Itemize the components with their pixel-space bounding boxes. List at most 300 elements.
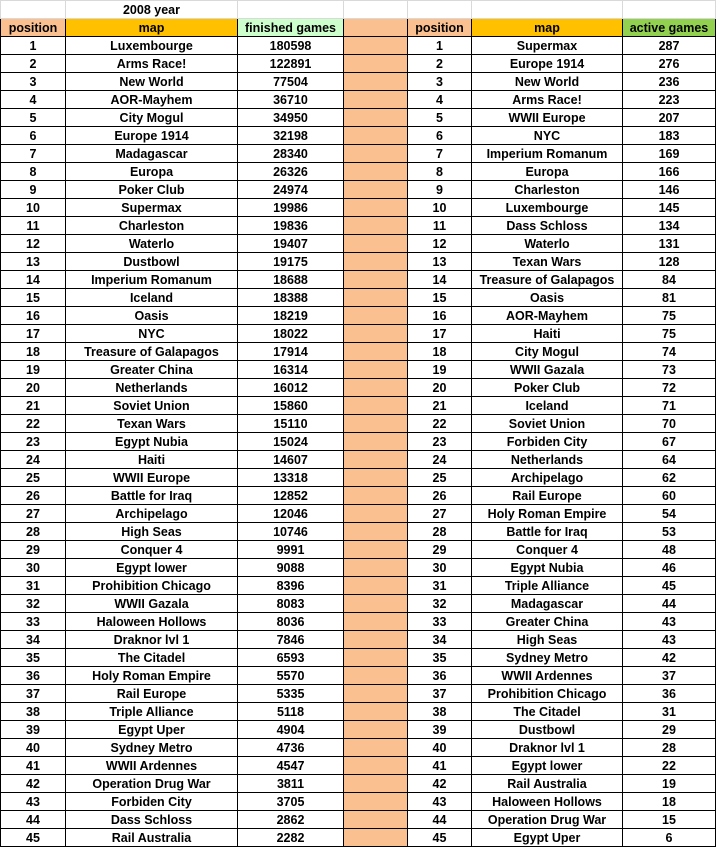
finished-position-cell[interactable]: 35: [1, 649, 66, 667]
active-position-cell[interactable]: 24: [408, 451, 472, 469]
finished-games-cell[interactable]: 18688: [238, 271, 344, 289]
active-position-cell[interactable]: 30: [408, 559, 472, 577]
active-position-cell[interactable]: 5: [408, 109, 472, 127]
active-map-cell[interactable]: City Mogul: [472, 343, 623, 361]
active-games-cell[interactable]: 46: [623, 559, 716, 577]
active-position-cell[interactable]: 16: [408, 307, 472, 325]
active-map-cell[interactable]: Iceland: [472, 397, 623, 415]
finished-position-cell[interactable]: 5: [1, 109, 66, 127]
active-games-cell[interactable]: 45: [623, 577, 716, 595]
active-position-cell[interactable]: 33: [408, 613, 472, 631]
finished-games-cell[interactable]: 180598: [238, 37, 344, 55]
title-blank-cell[interactable]: [472, 1, 623, 19]
finished-position-cell[interactable]: 2: [1, 55, 66, 73]
table-row: [1, 145, 716, 163]
table-row: [1, 649, 716, 667]
finished-games-cell[interactable]: 12852: [238, 487, 344, 505]
finished-position-cell[interactable]: 8: [1, 163, 66, 181]
active-position-cell[interactable]: 23: [408, 433, 472, 451]
active-map-cell[interactable]: Texan Wars: [472, 253, 623, 271]
active-games-cell[interactable]: 64: [623, 451, 716, 469]
finished-games-cell[interactable]: 12046: [238, 505, 344, 523]
finished-position-cell[interactable]: 29: [1, 541, 66, 559]
active-map-cell[interactable]: Poker Club: [472, 379, 623, 397]
active-position-cell[interactable]: 42: [408, 775, 472, 793]
active-position-cell[interactable]: 4: [408, 91, 472, 109]
active-map-cell[interactable]: Egypt Uper: [472, 829, 623, 847]
finished-position-cell[interactable]: 43: [1, 793, 66, 811]
finished-map-cell[interactable]: Rail Australia: [66, 829, 238, 847]
active-map-header[interactable]: map: [472, 19, 623, 37]
active-position-cell[interactable]: 18: [408, 343, 472, 361]
active-games-cell[interactable]: 43: [623, 613, 716, 631]
active-position-cell[interactable]: 32: [408, 595, 472, 613]
active-map-cell[interactable]: Prohibition Chicago: [472, 685, 623, 703]
finished-games-cell[interactable]: 15110: [238, 415, 344, 433]
active-games-cell[interactable]: 223: [623, 91, 716, 109]
active-map-cell[interactable]: Waterlo: [472, 235, 623, 253]
active-position-cell[interactable]: 11: [408, 217, 472, 235]
finished-position-cell[interactable]: 28: [1, 523, 66, 541]
finished-map-cell[interactable]: The Citadel: [66, 649, 238, 667]
active-map-cell[interactable]: Triple Alliance: [472, 577, 623, 595]
table-row: [1, 505, 716, 523]
active-position-cell[interactable]: 35: [408, 649, 472, 667]
active-position-cell[interactable]: 22: [408, 415, 472, 433]
active-map-cell[interactable]: The Citadel: [472, 703, 623, 721]
finished-position-cell[interactable]: 26: [1, 487, 66, 505]
finished-games-cell[interactable]: 34950: [238, 109, 344, 127]
separator-cell: [344, 325, 408, 343]
active-games-cell[interactable]: 31: [623, 703, 716, 721]
active-map-cell[interactable]: WWII Europe: [472, 109, 623, 127]
active-position-cell[interactable]: 37: [408, 685, 472, 703]
active-games-cell[interactable]: 73: [623, 361, 716, 379]
table-row: [1, 559, 716, 577]
finished-map-cell[interactable]: Greater China: [66, 361, 238, 379]
finished-map-cell[interactable]: Oasis: [66, 307, 238, 325]
active-map-cell[interactable]: Dass Schloss: [472, 217, 623, 235]
title-blank-cell[interactable]: [238, 1, 344, 19]
active-position-cell[interactable]: 25: [408, 469, 472, 487]
finished-games-cell[interactable]: 18388: [238, 289, 344, 307]
finished-position-cell[interactable]: 22: [1, 415, 66, 433]
finished-map-cell[interactable]: Arms Race!: [66, 55, 238, 73]
finished-map-cell[interactable]: Texan Wars: [66, 415, 238, 433]
title-blank-cell[interactable]: [623, 1, 716, 19]
finished-games-cell[interactable]: 15860: [238, 397, 344, 415]
active-map-cell[interactable]: Draknor lvl 1: [472, 739, 623, 757]
finished-position-cell[interactable]: 40: [1, 739, 66, 757]
active-map-cell[interactable]: Sydney Metro: [472, 649, 623, 667]
active-games-cell[interactable]: 19: [623, 775, 716, 793]
finished-map-cell[interactable]: WWII Ardennes: [66, 757, 238, 775]
finished-position-cell[interactable]: 13: [1, 253, 66, 271]
active-map-cell[interactable]: WWII Ardennes: [472, 667, 623, 685]
finished-position-cell[interactable]: 32: [1, 595, 66, 613]
active-position-cell[interactable]: 45: [408, 829, 472, 847]
active-games-cell[interactable]: 29: [623, 721, 716, 739]
finished-games-cell[interactable]: 8396: [238, 577, 344, 595]
finished-games-cell[interactable]: 19175: [238, 253, 344, 271]
active-map-cell[interactable]: Rail Europe: [472, 487, 623, 505]
finished-games-cell[interactable]: 77504: [238, 73, 344, 91]
active-map-cell[interactable]: AOR-Mayhem: [472, 307, 623, 325]
active-position-cell[interactable]: 3: [408, 73, 472, 91]
active-games-cell[interactable]: 60: [623, 487, 716, 505]
active-position-header[interactable]: position: [408, 19, 472, 37]
finished-map-cell[interactable]: Luxembourge: [66, 37, 238, 55]
finished-games-cell[interactable]: 24974: [238, 181, 344, 199]
finished-position-cell[interactable]: 37: [1, 685, 66, 703]
active-games-cell[interactable]: 207: [623, 109, 716, 127]
finished-games-cell[interactable]: 5118: [238, 703, 344, 721]
active-games-cell[interactable]: 62: [623, 469, 716, 487]
active-position-cell[interactable]: 15: [408, 289, 472, 307]
active-games-cell[interactable]: 183: [623, 127, 716, 145]
finished-games-cell[interactable]: 4736: [238, 739, 344, 757]
active-map-cell[interactable]: Operation Drug War: [472, 811, 623, 829]
finished-map-cell[interactable]: WWII Europe: [66, 469, 238, 487]
active-games-cell[interactable]: 276: [623, 55, 716, 73]
finished-games-cell[interactable]: 32198: [238, 127, 344, 145]
finished-games-cell[interactable]: 6593: [238, 649, 344, 667]
active-map-cell[interactable]: Forbiden City: [472, 433, 623, 451]
finished-position-cell[interactable]: 42: [1, 775, 66, 793]
active-games-cell[interactable]: 15: [623, 811, 716, 829]
finished-position-cell[interactable]: 18: [1, 343, 66, 361]
active-position-cell[interactable]: 10: [408, 199, 472, 217]
finished-position-cell[interactable]: 14: [1, 271, 66, 289]
active-position-cell[interactable]: 13: [408, 253, 472, 271]
finished-position-cell[interactable]: 33: [1, 613, 66, 631]
finished-position-cell[interactable]: 12: [1, 235, 66, 253]
active-position-cell[interactable]: 44: [408, 811, 472, 829]
finished-position-cell[interactable]: 45: [1, 829, 66, 847]
finished-position-cell[interactable]: 39: [1, 721, 66, 739]
active-position-cell[interactable]: 21: [408, 397, 472, 415]
finished-position-cell[interactable]: 21: [1, 397, 66, 415]
active-games-cell[interactable]: 72: [623, 379, 716, 397]
finished-map-cell[interactable]: Draknor lvl 1: [66, 631, 238, 649]
finished-map-cell[interactable]: Europe 1914: [66, 127, 238, 145]
table-row: [1, 631, 716, 649]
active-games-header[interactable]: active games: [623, 19, 716, 37]
finished-map-cell[interactable]: Dass Schloss: [66, 811, 238, 829]
year-title[interactable]: 2008 year: [66, 1, 238, 19]
active-games-cell[interactable]: 145: [623, 199, 716, 217]
active-map-cell[interactable]: Dustbowl: [472, 721, 623, 739]
active-position-cell[interactable]: 27: [408, 505, 472, 523]
finished-map-cell[interactable]: Sydney Metro: [66, 739, 238, 757]
finished-map-cell[interactable]: High Seas: [66, 523, 238, 541]
finished-map-cell[interactable]: Egypt Uper: [66, 721, 238, 739]
finished-games-cell[interactable]: 16314: [238, 361, 344, 379]
finished-map-cell[interactable]: Charleston: [66, 217, 238, 235]
finished-position-cell[interactable]: 20: [1, 379, 66, 397]
finished-map-header[interactable]: map: [66, 19, 238, 37]
finished-games-cell[interactable]: 9991: [238, 541, 344, 559]
finished-position-cell[interactable]: 36: [1, 667, 66, 685]
active-games-cell[interactable]: 43: [623, 631, 716, 649]
finished-games-cell[interactable]: 9088: [238, 559, 344, 577]
finished-games-cell[interactable]: 19836: [238, 217, 344, 235]
active-games-cell[interactable]: 75: [623, 325, 716, 343]
active-position-cell[interactable]: 26: [408, 487, 472, 505]
finished-position-cell[interactable]: 3: [1, 73, 66, 91]
active-position-cell[interactable]: 28: [408, 523, 472, 541]
active-games-cell[interactable]: 22: [623, 757, 716, 775]
active-position-cell[interactable]: 12: [408, 235, 472, 253]
active-map-cell[interactable]: Holy Roman Empire: [472, 505, 623, 523]
active-position-cell[interactable]: 40: [408, 739, 472, 757]
active-position-cell[interactable]: 39: [408, 721, 472, 739]
finished-position-cell[interactable]: 31: [1, 577, 66, 595]
active-map-cell[interactable]: Luxembourge: [472, 199, 623, 217]
finished-map-cell[interactable]: Egypt Nubia: [66, 433, 238, 451]
finished-map-cell[interactable]: Haiti: [66, 451, 238, 469]
active-map-cell[interactable]: Conquer 4: [472, 541, 623, 559]
finished-games-cell[interactable]: 7846: [238, 631, 344, 649]
finished-map-cell[interactable]: Haloween Hollows: [66, 613, 238, 631]
table-row: [1, 541, 716, 559]
finished-games-cell[interactable]: 5335: [238, 685, 344, 703]
active-games-cell[interactable]: 71: [623, 397, 716, 415]
finished-games-cell[interactable]: 3705: [238, 793, 344, 811]
finished-map-cell[interactable]: Triple Alliance: [66, 703, 238, 721]
table-row: [1, 271, 716, 289]
finished-position-cell[interactable]: 11: [1, 217, 66, 235]
active-map-cell[interactable]: Rail Australia: [472, 775, 623, 793]
finished-map-cell[interactable]: Egypt lower: [66, 559, 238, 577]
active-position-cell[interactable]: 1: [408, 37, 472, 55]
separator-cell: [344, 379, 408, 397]
finished-map-cell[interactable]: Poker Club: [66, 181, 238, 199]
finished-map-cell[interactable]: Netherlands: [66, 379, 238, 397]
active-map-cell[interactable]: Arms Race!: [472, 91, 623, 109]
active-games-cell[interactable]: 37: [623, 667, 716, 685]
active-position-cell[interactable]: 8: [408, 163, 472, 181]
active-map-cell[interactable]: Egypt Nubia: [472, 559, 623, 577]
active-games-cell[interactable]: 42: [623, 649, 716, 667]
separator-cell: [344, 811, 408, 829]
finished-games-cell[interactable]: 26326: [238, 163, 344, 181]
finished-map-cell[interactable]: Holy Roman Empire: [66, 667, 238, 685]
active-map-cell[interactable]: Archipelago: [472, 469, 623, 487]
finished-games-cell[interactable]: 15024: [238, 433, 344, 451]
active-map-cell[interactable]: Treasure of Galapagos: [472, 271, 623, 289]
finished-position-cell[interactable]: 17: [1, 325, 66, 343]
finished-games-cell[interactable]: 17914: [238, 343, 344, 361]
finished-map-cell[interactable]: Madagascar: [66, 145, 238, 163]
finished-position-cell[interactable]: 6: [1, 127, 66, 145]
finished-games-cell[interactable]: 2282: [238, 829, 344, 847]
active-games-cell[interactable]: 84: [623, 271, 716, 289]
finished-position-cell[interactable]: 4: [1, 91, 66, 109]
active-games-cell[interactable]: 6: [623, 829, 716, 847]
active-position-cell[interactable]: 36: [408, 667, 472, 685]
active-map-cell[interactable]: Madagascar: [472, 595, 623, 613]
active-position-cell[interactable]: 31: [408, 577, 472, 595]
active-games-cell[interactable]: 236: [623, 73, 716, 91]
finished-games-cell[interactable]: 8036: [238, 613, 344, 631]
finished-map-cell[interactable]: New World: [66, 73, 238, 91]
finished-games-cell[interactable]: 13318: [238, 469, 344, 487]
finished-position-cell[interactable]: 41: [1, 757, 66, 775]
active-position-cell[interactable]: 38: [408, 703, 472, 721]
active-games-cell[interactable]: 74: [623, 343, 716, 361]
active-map-cell[interactable]: Oasis: [472, 289, 623, 307]
active-games-cell[interactable]: 169: [623, 145, 716, 163]
title-blank-cell[interactable]: [1, 1, 66, 19]
finished-map-cell[interactable]: Operation Drug War: [66, 775, 238, 793]
finished-map-cell[interactable]: Waterlo: [66, 235, 238, 253]
active-games-cell[interactable]: 36: [623, 685, 716, 703]
finished-position-cell[interactable]: 24: [1, 451, 66, 469]
active-map-cell[interactable]: Charleston: [472, 181, 623, 199]
active-map-cell[interactable]: Europa: [472, 163, 623, 181]
finished-map-cell[interactable]: City Mogul: [66, 109, 238, 127]
active-games-cell[interactable]: 134: [623, 217, 716, 235]
active-games-cell[interactable]: 70: [623, 415, 716, 433]
active-games-cell[interactable]: 75: [623, 307, 716, 325]
finished-position-cell[interactable]: 7: [1, 145, 66, 163]
finished-position-cell[interactable]: 9: [1, 181, 66, 199]
finished-map-cell[interactable]: WWII Gazala: [66, 595, 238, 613]
active-games-cell[interactable]: 67: [623, 433, 716, 451]
active-position-cell[interactable]: 6: [408, 127, 472, 145]
active-games-cell[interactable]: 48: [623, 541, 716, 559]
active-map-cell[interactable]: Supermax: [472, 37, 623, 55]
finished-map-cell[interactable]: NYC: [66, 325, 238, 343]
active-games-cell[interactable]: 81: [623, 289, 716, 307]
active-map-cell[interactable]: New World: [472, 73, 623, 91]
finished-position-cell[interactable]: 16: [1, 307, 66, 325]
active-map-cell[interactable]: Imperium Romanum: [472, 145, 623, 163]
active-position-cell[interactable]: 34: [408, 631, 472, 649]
active-map-cell[interactable]: Haiti: [472, 325, 623, 343]
finished-map-cell[interactable]: Treasure of Galapagos: [66, 343, 238, 361]
active-games-cell[interactable]: 18: [623, 793, 716, 811]
active-map-cell[interactable]: Egypt lower: [472, 757, 623, 775]
active-map-cell[interactable]: High Seas: [472, 631, 623, 649]
finished-map-cell[interactable]: Europa: [66, 163, 238, 181]
finished-position-cell[interactable]: 23: [1, 433, 66, 451]
finished-position-cell[interactable]: 15: [1, 289, 66, 307]
active-games-cell[interactable]: 53: [623, 523, 716, 541]
active-map-cell[interactable]: Haloween Hollows: [472, 793, 623, 811]
finished-games-cell[interactable]: 28340: [238, 145, 344, 163]
table-row: [1, 703, 716, 721]
finished-games-cell[interactable]: 8083: [238, 595, 344, 613]
finished-games-cell[interactable]: 4547: [238, 757, 344, 775]
finished-games-cell[interactable]: 3811: [238, 775, 344, 793]
active-games-cell[interactable]: 146: [623, 181, 716, 199]
finished-map-cell[interactable]: Archipelago: [66, 505, 238, 523]
finished-map-cell[interactable]: Battle for Iraq: [66, 487, 238, 505]
active-map-cell[interactable]: Soviet Union: [472, 415, 623, 433]
finished-position-cell[interactable]: 25: [1, 469, 66, 487]
finished-games-cell[interactable]: 18219: [238, 307, 344, 325]
finished-games-cell[interactable]: 2862: [238, 811, 344, 829]
active-position-cell[interactable]: 20: [408, 379, 472, 397]
separator-cell: [344, 559, 408, 577]
finished-games-header[interactable]: finished games: [238, 19, 344, 37]
active-position-cell[interactable]: 2: [408, 55, 472, 73]
finished-map-cell[interactable]: Soviet Union: [66, 397, 238, 415]
active-map-cell[interactable]: Europe 1914: [472, 55, 623, 73]
title-blank-cell[interactable]: [344, 1, 408, 19]
finished-games-cell[interactable]: 19986: [238, 199, 344, 217]
active-position-cell[interactable]: 43: [408, 793, 472, 811]
separator-cell: [344, 253, 408, 271]
finished-map-cell[interactable]: Supermax: [66, 199, 238, 217]
active-position-cell[interactable]: 14: [408, 271, 472, 289]
separator-cell: [344, 199, 408, 217]
finished-position-cell[interactable]: 30: [1, 559, 66, 577]
finished-map-cell[interactable]: Iceland: [66, 289, 238, 307]
active-map-cell[interactable]: WWII Gazala: [472, 361, 623, 379]
active-position-cell[interactable]: 19: [408, 361, 472, 379]
separator-cell: [344, 487, 408, 505]
finished-position-cell[interactable]: 1: [1, 37, 66, 55]
active-position-cell[interactable]: 9: [408, 181, 472, 199]
finished-games-cell[interactable]: 36710: [238, 91, 344, 109]
finished-games-cell[interactable]: 122891: [238, 55, 344, 73]
active-position-cell[interactable]: 41: [408, 757, 472, 775]
active-games-cell[interactable]: 54: [623, 505, 716, 523]
finished-map-cell[interactable]: Forbiden City: [66, 793, 238, 811]
finished-games-cell[interactable]: 4904: [238, 721, 344, 739]
finished-position-cell[interactable]: 27: [1, 505, 66, 523]
active-map-cell[interactable]: Greater China: [472, 613, 623, 631]
finished-position-cell[interactable]: 44: [1, 811, 66, 829]
finished-position-cell[interactable]: 19: [1, 361, 66, 379]
active-games-cell[interactable]: 28: [623, 739, 716, 757]
active-games-cell[interactable]: 166: [623, 163, 716, 181]
title-blank-cell[interactable]: [408, 1, 472, 19]
finished-map-cell[interactable]: Imperium Romanum: [66, 271, 238, 289]
active-position-cell[interactable]: 17: [408, 325, 472, 343]
finished-games-cell[interactable]: 19407: [238, 235, 344, 253]
active-games-cell[interactable]: 128: [623, 253, 716, 271]
finished-map-cell[interactable]: AOR-Mayhem: [66, 91, 238, 109]
table-row: [1, 73, 716, 91]
active-map-cell[interactable]: Netherlands: [472, 451, 623, 469]
active-games-cell[interactable]: 287: [623, 37, 716, 55]
finished-map-cell[interactable]: Dustbowl: [66, 253, 238, 271]
finished-position-cell[interactable]: 38: [1, 703, 66, 721]
finished-map-cell[interactable]: Conquer 4: [66, 541, 238, 559]
finished-games-cell[interactable]: 10746: [238, 523, 344, 541]
active-games-cell[interactable]: 44: [623, 595, 716, 613]
finished-map-cell[interactable]: Prohibition Chicago: [66, 577, 238, 595]
finished-games-cell[interactable]: 16012: [238, 379, 344, 397]
finished-position-header[interactable]: position: [1, 19, 66, 37]
active-position-cell[interactable]: 7: [408, 145, 472, 163]
finished-map-cell[interactable]: Rail Europe: [66, 685, 238, 703]
active-position-cell[interactable]: 29: [408, 541, 472, 559]
active-map-cell[interactable]: NYC: [472, 127, 623, 145]
active-map-cell[interactable]: Battle for Iraq: [472, 523, 623, 541]
separator-cell: [344, 361, 408, 379]
finished-position-cell[interactable]: 10: [1, 199, 66, 217]
finished-games-cell[interactable]: 14607: [238, 451, 344, 469]
active-games-cell[interactable]: 131: [623, 235, 716, 253]
finished-games-cell[interactable]: 5570: [238, 667, 344, 685]
finished-games-cell[interactable]: 18022: [238, 325, 344, 343]
finished-position-cell[interactable]: 34: [1, 631, 66, 649]
